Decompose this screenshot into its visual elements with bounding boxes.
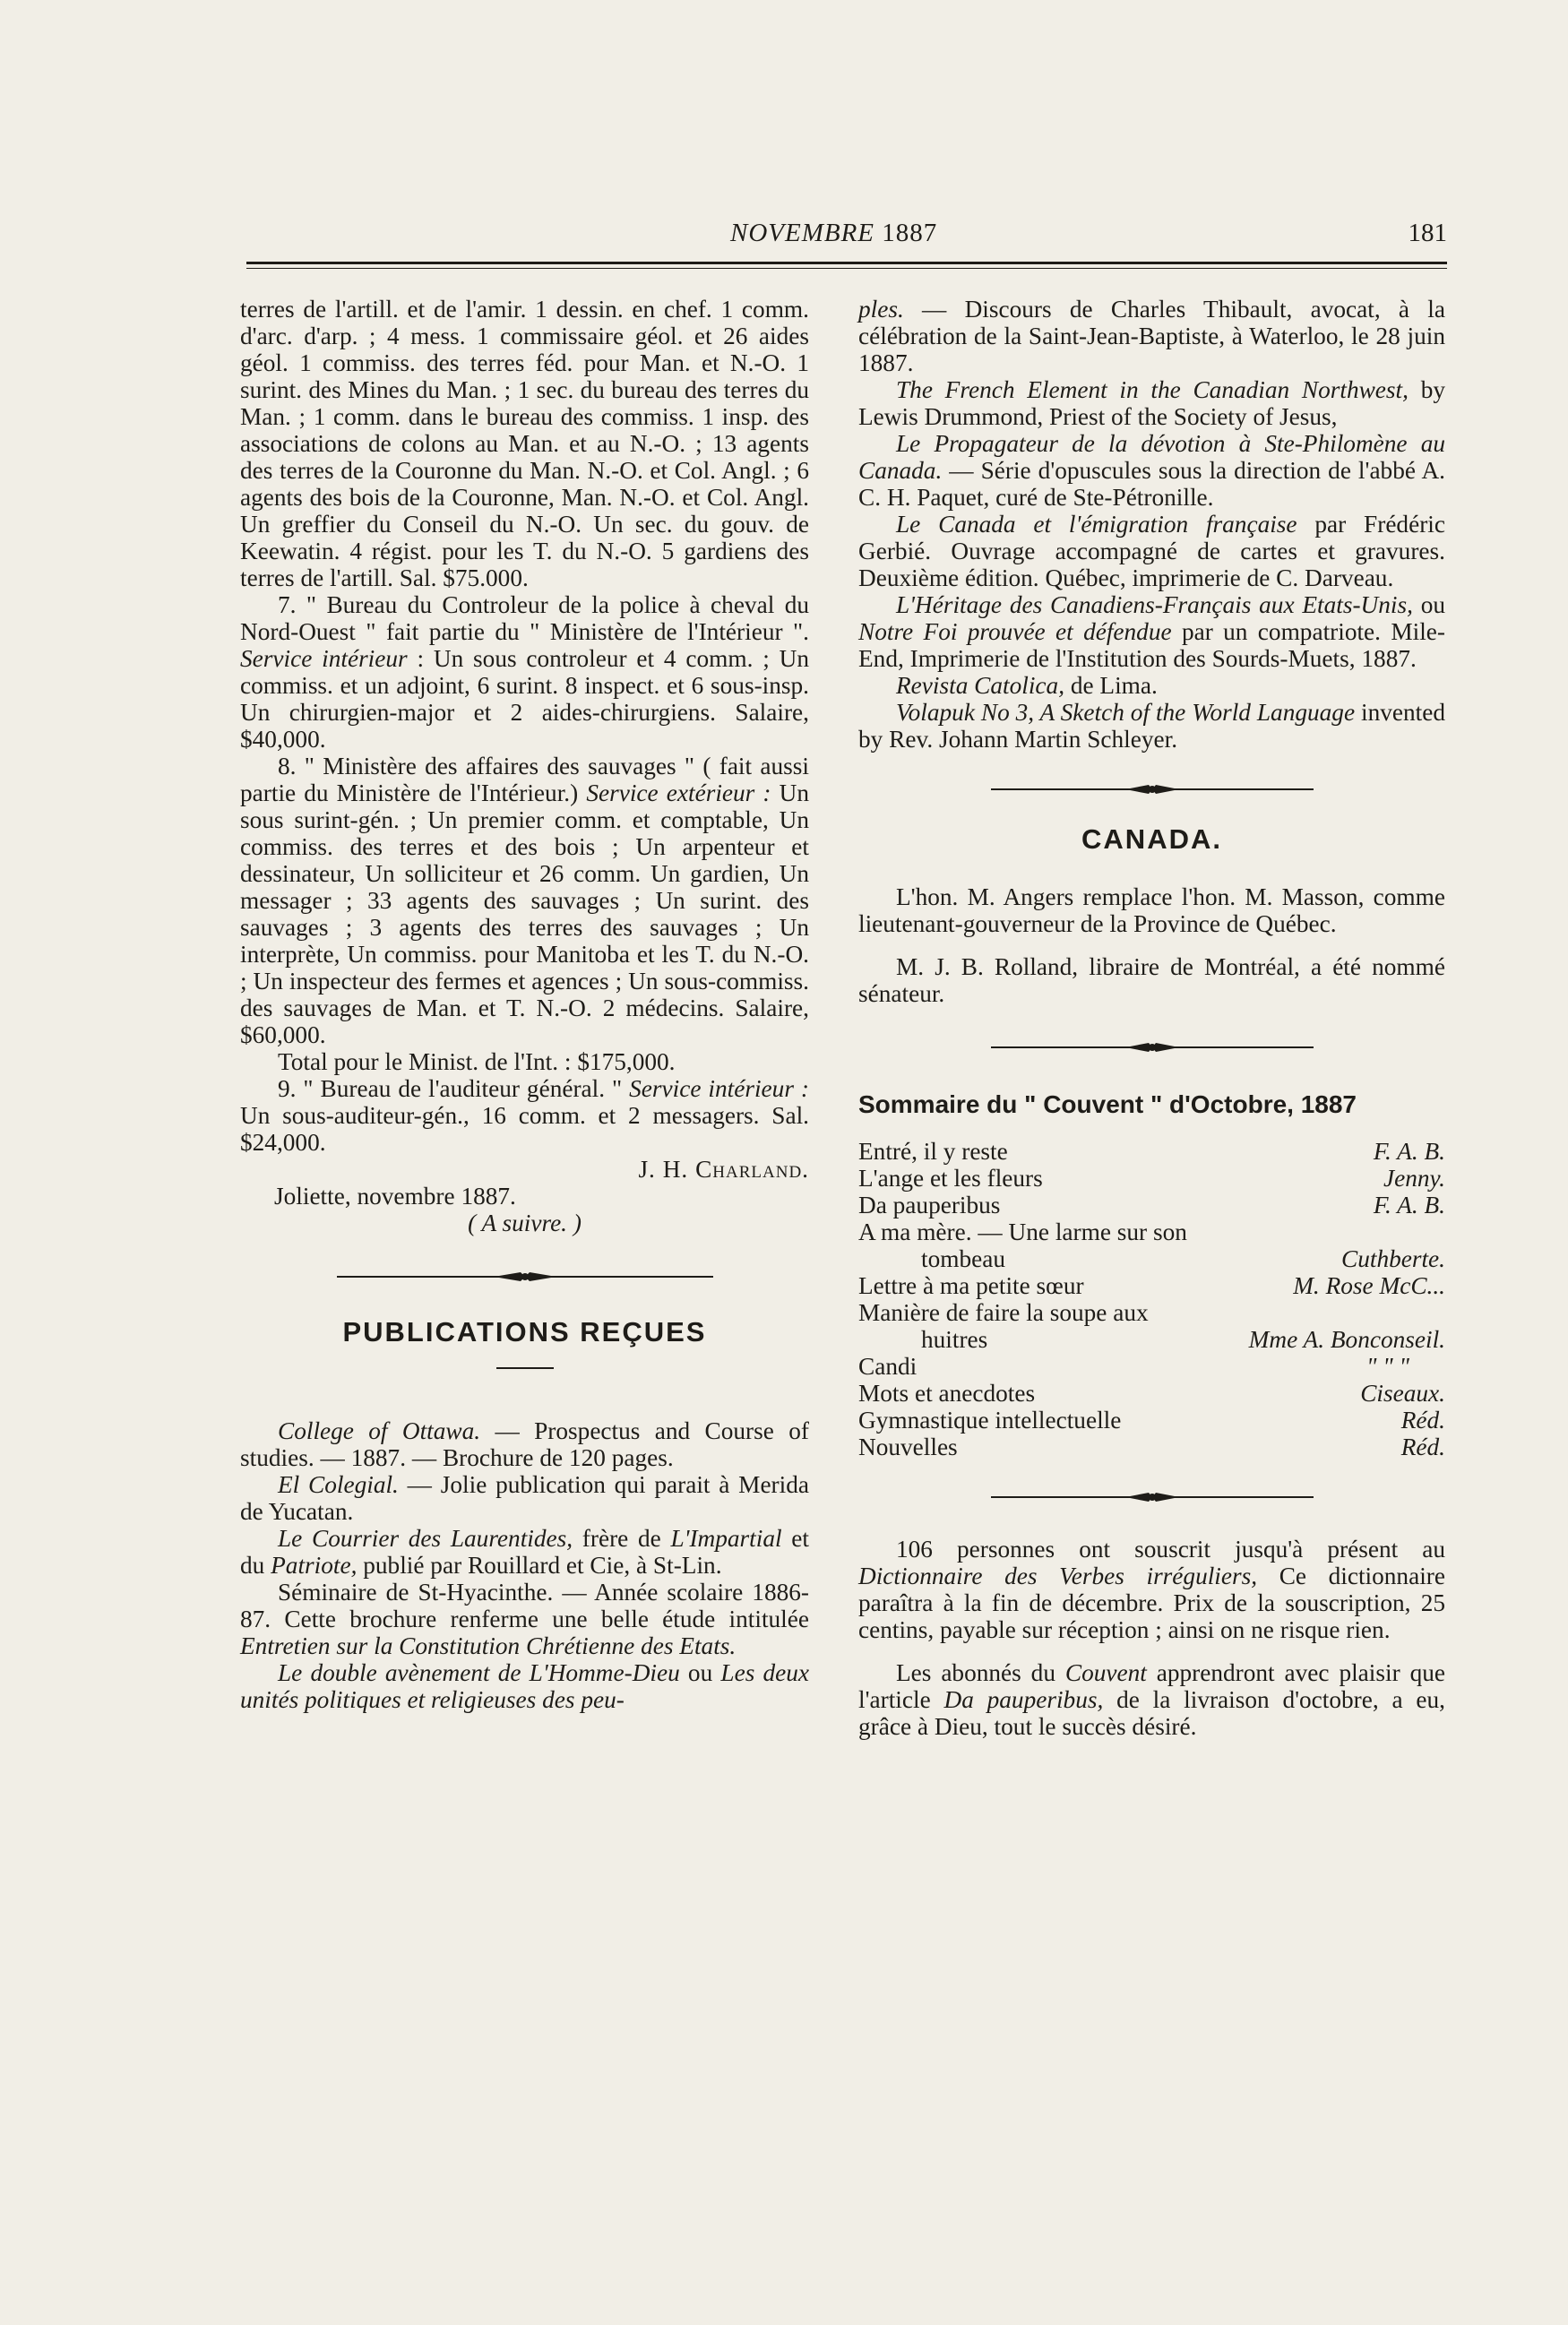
text-run: — Discours de Charles Thibault, avocat, à la célébration de la Saint-Jean-Baptiste, à Waterloo, le 28 juin 1887. <box>858 296 1445 376</box>
text-run: et du <box>240 1525 809 1579</box>
text-run-italic: Le Canada et l'émigration française <box>896 511 1297 538</box>
publication-entry <box>240 1525 809 1579</box>
text-run: apprendront avec plaisir que l'article <box>858 1659 1445 1713</box>
text-run: — Prospectus and Course of studies. — 1887. — Brochure de 120 pages. <box>240 1417 809 1471</box>
publication-entry <box>240 1417 809 1471</box>
text-run-italic: Volapuk No 3, A Sketch of the World Language <box>896 699 1356 726</box>
text-run: 8. " Ministère des affaires des sauvages " ( fait aussi partie du Ministère de l'Intérieur.) <box>240 753 809 806</box>
text-run: Séminaire de St-Hyacinthe. — Année scolaire 1886-87. Cette brochure renferme une belle étude intitulée <box>240 1579 809 1632</box>
paragraph: terres de l'artill. et de l'amir. 1 dessin. en chef. 1 comm. d'arc. d'arp. ; 4 mess. 1 commissaire géol. et 26 aides géol. 1 commiss. des terres féd. pour Man. et N.-O. 1 surint. des Mines du Man. ; 1 sec. du bureau des terres du Man. ; 1 comm. dans le bureau des commiss. 1 insp. des associations de colons au Man. et au N.-O. ; 13 agents des terres de la Couronne du Man. N.-O. et Col. Angl. ; 6 agents des bois de la Couronne, Man. N.-O. et Col. Angl. Un greffier du Conseil du N.-O. Un sec. du gouv. de Keewatin. 4 régist. pour les T. du N.-O. 5 gardiens des terres de l'artill. Sal. $75.000. <box>240 296 809 591</box>
text-run: Un sous-auditeur-gén., 16 comm. et 2 messagers. Sal. $24,000. <box>240 1102 809 1156</box>
notice-paragraph <box>858 1659 1445 1740</box>
toc-author: Cuthberte. <box>1341 1245 1445 1272</box>
text-run-italic: Les deux unités politiques et religieuses des peu- <box>240 1659 809 1713</box>
publication-entry <box>858 672 1445 699</box>
text-run-italic: Le Propagateur de la dévotion à Ste-Philomène au Canada. <box>858 430 1445 484</box>
toc-author: Réd. <box>1400 1407 1445 1434</box>
toc-row <box>858 1165 1445 1192</box>
toc-row <box>858 1353 1445 1380</box>
publication-entry <box>240 1579 809 1659</box>
text-run-italic: Service intérieur : <box>629 1075 809 1102</box>
text-run: 7. " Bureau du Controleur de la police à cheval du Nord-Ouest " fait partie du " Ministère de l'Intérieur ". <box>240 591 809 645</box>
text-run-italic: ples. <box>858 296 904 323</box>
publication-entry <box>858 376 1445 430</box>
year-label: 1887 <box>882 219 938 247</box>
to-be-continued: ( A suivre. ) <box>468 1210 582 1236</box>
text-run: — Série d'opuscules sous la direction de l'abbé A. C. H. Paquet, curé de Ste-Pétronille. <box>858 457 1445 511</box>
toc-title: A ma mère. — Une larme sur son <box>858 1218 1187 1245</box>
text-run: de Lima. <box>1064 672 1158 699</box>
toc-title: Candi <box>858 1353 918 1380</box>
toc-title: Da pauperibus <box>858 1192 1001 1218</box>
ornament-divider <box>337 1270 713 1283</box>
text-run: de la livraison d'octobre, a eu, grâce à Dieu, tout le succès désiré. <box>858 1686 1445 1740</box>
toc-row <box>858 1138 1445 1165</box>
toc-title: Nouvelles <box>858 1434 958 1460</box>
toc-author: Réd. <box>1400 1434 1445 1460</box>
paragraph <box>240 1075 809 1156</box>
text-run: 106 personnes ont souscrit jusqu'à présent au <box>896 1536 1445 1563</box>
header-rule-thin <box>246 268 1447 269</box>
toc-title: Gymnastique intellectuelle <box>858 1407 1122 1434</box>
text-run-italic: Entretien sur la Constitution Chrétienne des Etats. <box>240 1632 737 1659</box>
publication-entry <box>858 296 1445 376</box>
text-run: par un compatriote. Mile-End, Imprimerie de l'Institution des Sourds-Muets, 1887. <box>858 618 1445 672</box>
running-title <box>730 219 937 248</box>
canada-heading: CANADA. <box>1081 823 1222 855</box>
text-run: — Jolie publication qui parait à Merida de Yucatan. <box>240 1471 809 1525</box>
text-run: Un sous surint-gén. ; Un premier comm. et comptable, Un commiss. des terres et des bois ; Un arpenteur et dessinateur, Un solliciteur et 26 comm. Un gardien, Un messager ; 33 agents des sauvages ; Un surint. des sauvages ; 3 agents des terres des sauvages ; Un interprète, Un commiss. pour Manitoba et les T. du N.-O. ; Un inspecteur des fermes et agences ; Un sous-commiss. des sauvages de Man. et T. N.-O. 2 médecins. Salaire, $60,000. <box>240 779 810 1048</box>
toc-author: " " " <box>1366 1353 1409 1380</box>
text-run-italic: Patriote, <box>271 1552 358 1579</box>
ornament-divider <box>991 783 1314 796</box>
toc-row <box>858 1218 1445 1245</box>
text-run: by Lewis Drummond, Priest of the Society of Jesus, <box>858 376 1446 430</box>
text-run-italic: Service intérieur <box>240 645 408 672</box>
right-column <box>858 296 1445 1740</box>
toc-title: Manière de faire la soupe aux <box>858 1299 1149 1326</box>
month-label: NOVEMBRE <box>730 219 875 247</box>
dateline: Joliette, novembre 1887. <box>274 1183 516 1210</box>
toc-row <box>858 1407 1445 1434</box>
toc-author: Mme A. Bonconseil. <box>1248 1326 1445 1353</box>
text-run-italic: El Colegial. <box>278 1471 399 1498</box>
text-run: ou <box>679 1659 721 1686</box>
text-run-italic: L'Impartial <box>670 1525 782 1552</box>
text-run: par Frédéric Gerbié. Ouvrage accompagné de cartes et gravures. Deuxième édition. Québec, imprimerie de C. Darveau. <box>858 511 1445 591</box>
text-run-italic: Le double avènement de L'Homme-Dieu <box>278 1659 680 1686</box>
toc-row <box>858 1434 1445 1460</box>
toc-row <box>858 1326 1445 1353</box>
header-rule <box>246 262 1447 264</box>
text-run: Ce dictionnaire paraîtra à la fin de décembre. Prix de la souscription, 25 centins, payable sur réception ; ainsi on ne risque rien. <box>858 1563 1445 1643</box>
spacer <box>858 937 1445 953</box>
publication-entry <box>858 430 1445 511</box>
page-number: 181 <box>1408 219 1447 247</box>
toc-title: L'ange et les fleurs <box>858 1165 1043 1192</box>
table-of-contents <box>858 1138 1445 1460</box>
publication-entry <box>858 699 1445 753</box>
publication-entry <box>858 591 1445 672</box>
text-run: 9. " Bureau de l'auditeur général. " <box>278 1075 630 1102</box>
toc-row <box>858 1380 1445 1407</box>
publication-entry <box>240 1471 809 1525</box>
toc-title: Entré, il y reste <box>858 1138 1008 1165</box>
text-run: ou <box>1412 591 1445 618</box>
notice-paragraph <box>858 1536 1445 1643</box>
publication-entry <box>240 1659 809 1713</box>
toc-author: M. Rose McC... <box>1293 1272 1445 1299</box>
toc-author: F. A. B. <box>1373 1192 1445 1218</box>
text-run-italic: L'Héritage des Canadiens-Français aux Etats-Unis, <box>896 591 1413 618</box>
ornament-divider <box>991 1041 1314 1054</box>
text-run-italic: Service extérieur : <box>586 779 771 806</box>
toc-title: Mots et anecdotes <box>858 1380 1036 1407</box>
spacer <box>858 1643 1445 1659</box>
paragraph <box>240 753 809 1048</box>
news-item: L'hon. M. Angers remplace l'hon. M. Masson, comme lieutenant-gouverneur de la Province de Québec. <box>858 883 1445 937</box>
toc-title: huitres <box>921 1326 988 1353</box>
text-run: Les abonnés du <box>896 1659 1065 1686</box>
text-run-italic: Le Courrier des Laurentides, <box>278 1525 573 1552</box>
text-run-italic: Notre Foi prouvée et défendue <box>858 618 1172 645</box>
text-run-italic: Couvent <box>1064 1659 1147 1686</box>
page-header <box>246 215 1447 256</box>
sommaire-heading: Sommaire du " Couvent " d'Octobre, 1887 <box>858 1090 1357 1118</box>
text-run: publié par Rouillard et Cie, à St-Lin. <box>357 1552 722 1579</box>
text-run-italic: Da pauperibus, <box>943 1686 1104 1713</box>
text-run: : Un sous controleur et 4 comm. ; Un commiss. et un adjoint, 6 surint. 8 inspect. et 6 sous-insp. Un chirurgien-major et 2 aides-chirurgiens. Salaire, $40,000. <box>240 645 809 753</box>
text-run-italic: The French Element in the Canadian Northwest, <box>896 376 1409 403</box>
text-run: invented by Rev. Johann Martin Schleyer. <box>858 699 1445 753</box>
paragraph <box>240 591 809 753</box>
text-run: frère de <box>573 1525 671 1552</box>
text-run-italic: Revista Catolica, <box>896 672 1065 699</box>
toc-row <box>858 1245 1445 1272</box>
toc-author: F. A. B. <box>1373 1138 1445 1165</box>
text-run-italic: College of Ottawa. <box>278 1417 481 1444</box>
toc-title: tombeau <box>921 1245 1005 1272</box>
news-item: M. J. B. Rolland, libraire de Montréal, a été nommé sénateur. <box>858 953 1445 1007</box>
text-run-italic: Dictionnaire des Verbes irréguliers, <box>858 1563 1258 1589</box>
publications-heading: PUBLICATIONS REÇUES <box>342 1316 707 1348</box>
toc-row <box>858 1272 1445 1299</box>
toc-author: Jenny. <box>1383 1165 1445 1192</box>
total-line: Total pour le Minist. de l'Int. : $175,000. <box>278 1048 676 1075</box>
toc-row <box>858 1299 1445 1326</box>
publication-entry <box>858 511 1445 591</box>
ornament-divider <box>991 1491 1314 1503</box>
toc-row <box>858 1192 1445 1218</box>
short-rule <box>496 1367 554 1369</box>
toc-author: Ciseaux. <box>1360 1380 1445 1407</box>
signature: J. H. Charland. <box>638 1156 809 1183</box>
toc-title: Lettre à ma petite sœur <box>858 1272 1084 1299</box>
left-column <box>240 296 809 1713</box>
